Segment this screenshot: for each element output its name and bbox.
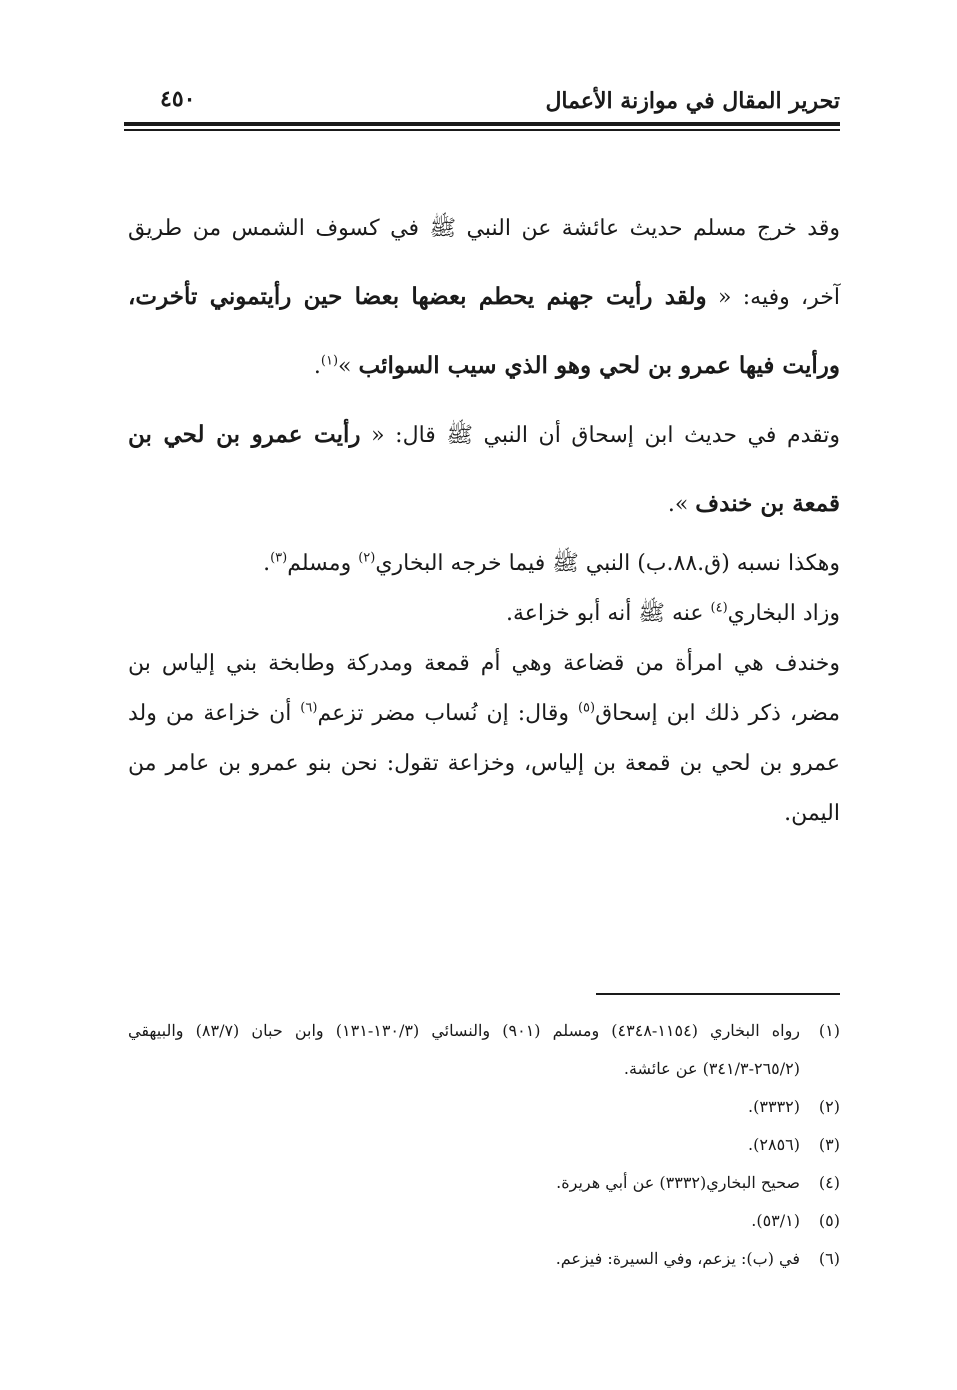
footnote-text: في (ب): يزعم، وفي السيرة: فيزعم. (555, 1249, 800, 1268)
main-text (128, 195, 840, 839)
paragraph-5-text-b: وقال: إن نُساب مضر تزعم (317, 701, 578, 726)
footnote-number: (٤) (818, 1173, 840, 1192)
hadith-quote-2: رأيت عمرو بن لحي بن قمعة بن خندف (128, 421, 840, 517)
paragraph-5-text-c: أن خزاعة من ولد عمرو بن لحي بن قمعة بن إلياس، وخزاعة تقول: نحن بنو عمرو بن عامر من اليمن. (128, 701, 840, 826)
footnote-text: صحيح البخاري(٣٣٣٢) عن أبي هريرة. (556, 1173, 800, 1192)
paragraph-4 (128, 589, 840, 639)
quote-close-2: ». (667, 492, 689, 517)
paragraph-2 (128, 401, 840, 539)
footnote-ref-2[interactable]: (٢) (358, 550, 376, 566)
footnote-text: (٢٨٥٦). (748, 1135, 800, 1154)
quote-close-1: » (338, 354, 352, 379)
footnote-ref-3[interactable]: (٣) (270, 550, 288, 566)
footnote-text: (٥٣/١). (751, 1211, 800, 1230)
page-number: ٤٥٠ (160, 86, 196, 112)
footnote-2 (128, 1088, 840, 1126)
paragraph-5-text-a: وخندف هي امرأة من قضاعة وهي أم قمعة ومدركة وطابخة بني إلياس بن مضر، ذكر ذلك ابن إسحاق (128, 651, 840, 726)
footnote-separator (596, 993, 840, 995)
paragraph-4-text-b: عنه ﷺ أنه أبو خزاعة. (506, 601, 711, 626)
footnote-text: (٣٣٣٢). (748, 1097, 800, 1116)
footnote-6 (128, 1240, 840, 1278)
paragraph-3-text-a: وهكذا نسبه (ق.٨٨.ب) النبي ﷺ فيما خرجه البخاري (375, 551, 840, 576)
footnote-ref-5[interactable]: (٥) (577, 700, 596, 716)
paragraph-2-intro: وتقدم في حديث ابن إسحاق أن النبي ﷺ قال: « (371, 423, 841, 448)
footnote-number: (٣) (818, 1135, 840, 1154)
running-header (128, 82, 840, 122)
footnote-1 (128, 1012, 840, 1088)
paragraph-3-text-b: ومسلم (287, 551, 359, 576)
footnote-3 (128, 1126, 840, 1164)
footnote-number: (٥) (818, 1211, 840, 1230)
paragraph-3 (128, 539, 840, 589)
footnote-ref-4[interactable]: (٤) (710, 600, 728, 616)
paragraph-5 (128, 639, 840, 839)
paragraph-1-end: . (313, 354, 321, 379)
footnote-ref-6[interactable]: (٦) (300, 700, 318, 716)
footnote-number: (١) (818, 1021, 840, 1040)
footnote-number: (٢) (818, 1097, 840, 1116)
paragraph-1-intro: وقد خرج مسلم حديث عائشة عن النبي ﷺ في كسوف الشمس من طريق آخر، وفيه: « (128, 216, 840, 310)
footnote-4 (128, 1164, 840, 1202)
paragraph-1 (128, 195, 840, 401)
header-rule-thick (124, 122, 840, 126)
footnotes (128, 1012, 840, 1278)
book-title: تحرير المقال في موازنة الأعمال (545, 88, 840, 114)
paragraph-4-text-a: وزاد البخاري (727, 601, 840, 626)
footnote-text: رواه البخاري (١١٥٤-٤٣٤٨) ومسلم (٩٠١) والنسائي (١٣٠/٣-١٣١) وابن حبان (٨٣/٧) والبيهقي (٢٦٥/٢-٣٤١/٣) عن عائشة. (128, 1021, 801, 1078)
footnote-5 (128, 1202, 840, 1240)
hadith-quote-1: ولقد رأيت جهنم يحطم بعضها بعضا حين رأيتموني تأخرت، ورأيت فيها عمرو بن لحي وهو الذي سيب السوائب (128, 283, 840, 379)
footnote-ref-1[interactable]: (١) (320, 353, 339, 369)
footnote-number: (٦) (818, 1249, 840, 1268)
header-rule-thin (124, 129, 840, 131)
paragraph-3-end: . (263, 551, 271, 576)
